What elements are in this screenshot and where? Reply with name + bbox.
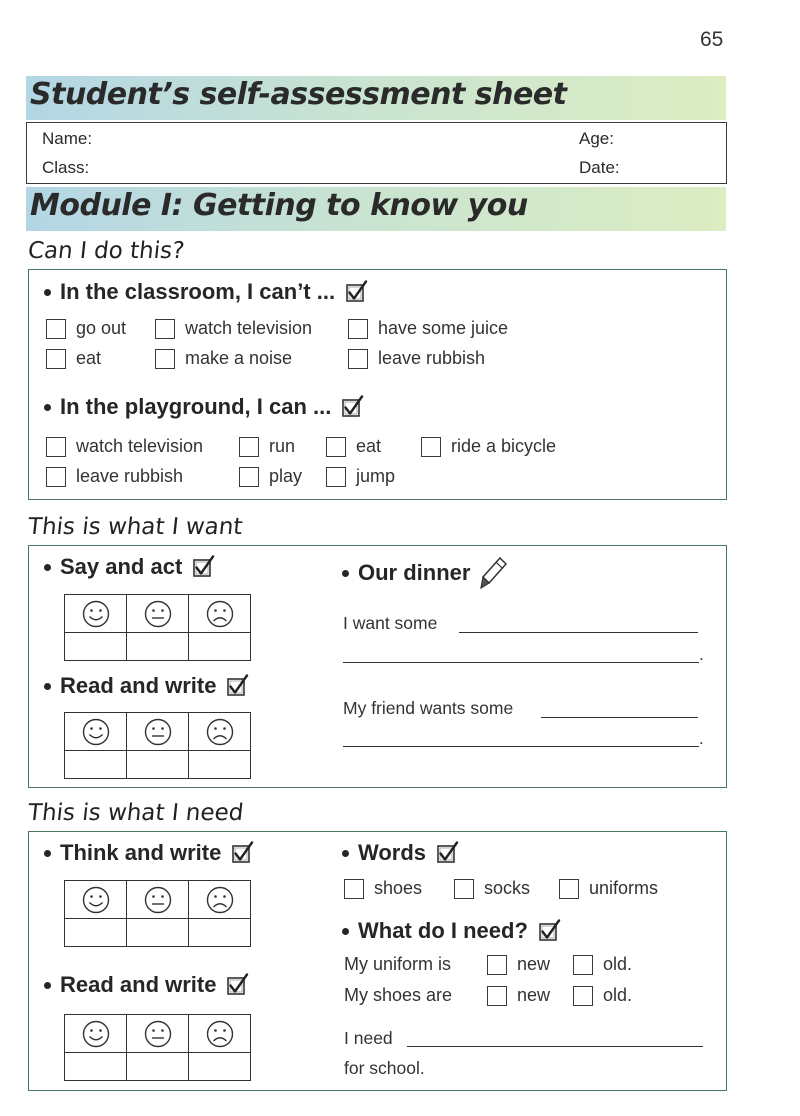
option-leave-rubbish[interactable]: leave rubbish — [348, 348, 485, 369]
option-shoes[interactable]: shoes — [344, 878, 422, 899]
dinner-heading: Our dinner — [342, 556, 508, 590]
checkbox[interactable] — [326, 467, 346, 487]
rating-box[interactable] — [189, 919, 251, 947]
option-leave-rubbish[interactable]: leave rubbish — [46, 466, 183, 487]
checkbox[interactable] — [559, 879, 579, 899]
answer-line[interactable] — [541, 717, 698, 718]
bullet-icon — [44, 564, 51, 571]
module-title-bar — [26, 187, 726, 231]
rating-cell[interactable] — [127, 1015, 189, 1053]
smiley-face-icon — [81, 885, 111, 915]
answer-line[interactable] — [407, 1046, 703, 1047]
checkbox[interactable] — [46, 349, 66, 369]
smiley-face-icon — [81, 599, 111, 629]
option-eat[interactable]: eat — [326, 436, 381, 457]
playground-heading-text: In the playground, I can ... — [60, 394, 332, 419]
checked-box-icon — [345, 280, 369, 304]
neutral-face-icon — [143, 599, 173, 629]
pencil-icon — [480, 556, 508, 590]
class-label[interactable]: Class: — [42, 158, 90, 177]
option-have-some-juice[interactable]: have some juice — [348, 318, 508, 339]
module-title: Module I: Getting to know you — [30, 188, 528, 223]
checked-box-icon — [226, 973, 250, 997]
checkbox-old[interactable] — [573, 986, 593, 1006]
bullet-icon — [44, 850, 51, 857]
checked-box-icon — [226, 674, 250, 698]
rating-box[interactable] — [127, 919, 189, 947]
bullet-icon — [44, 683, 51, 690]
playground-heading — [44, 394, 365, 420]
name-label[interactable]: Name: — [42, 129, 93, 148]
section-can-i-box — [28, 269, 727, 500]
rating-grid-think-write — [64, 880, 251, 947]
rating-grid-say-act — [64, 594, 251, 661]
sheet-title: Student’s self-assessment sheet — [30, 77, 567, 112]
rating-cell[interactable] — [127, 595, 189, 633]
checkbox[interactable] — [239, 437, 259, 457]
checked-box-icon — [341, 395, 365, 419]
answer-line[interactable] — [343, 746, 699, 747]
date-label[interactable]: Date: — [579, 158, 620, 177]
option-play[interactable]: play — [239, 466, 302, 487]
i-need-label: I need — [344, 1028, 393, 1048]
rating-cell[interactable] — [65, 881, 127, 919]
rating-box[interactable] — [65, 751, 127, 779]
classroom-heading — [44, 279, 369, 305]
read-write-heading: Read and write — [44, 972, 250, 998]
answer-line[interactable] — [459, 632, 698, 633]
rating-cell[interactable] — [65, 713, 127, 751]
checkbox[interactable] — [421, 437, 441, 457]
option-ride-a-bicycle[interactable]: ride a bicycle — [421, 436, 556, 457]
section-need-box — [28, 831, 727, 1091]
section-want-box — [28, 545, 727, 788]
read-write-heading: Read and write — [44, 673, 250, 699]
dinner-line2-label: My friend wants some — [343, 698, 514, 718]
rating-grid-read-write-2 — [64, 1014, 251, 1081]
option-watch-television[interactable]: watch television — [155, 318, 312, 339]
rating-cell[interactable] — [189, 1015, 251, 1053]
rating-cell[interactable] — [189, 713, 251, 751]
rating-cell[interactable] — [127, 881, 189, 919]
period: . — [699, 645, 704, 664]
checkbox[interactable] — [344, 879, 364, 899]
checkbox[interactable] — [239, 467, 259, 487]
checked-box-icon — [231, 841, 255, 865]
checkbox[interactable] — [454, 879, 474, 899]
sad-face-icon — [205, 1019, 235, 1049]
rating-box[interactable] — [127, 1053, 189, 1081]
neutral-face-icon — [143, 885, 173, 915]
rating-cell[interactable] — [189, 881, 251, 919]
uniform-row: My uniform is new old. — [344, 954, 633, 974]
checkbox-old[interactable] — [573, 955, 593, 975]
rating-grid-read-write — [64, 712, 251, 779]
rating-box[interactable] — [65, 919, 127, 947]
neutral-face-icon — [143, 717, 173, 747]
section-title-can-i: Can I do this? — [26, 238, 186, 264]
answer-line[interactable] — [343, 662, 699, 663]
rating-box[interactable] — [127, 751, 189, 779]
rating-cell[interactable] — [65, 1015, 127, 1053]
what-need-heading: What do I need? — [342, 918, 562, 944]
student-info-box — [26, 122, 727, 184]
section-title-need: This is what I need — [26, 800, 245, 826]
smiley-face-icon — [81, 1019, 111, 1049]
checked-box-icon — [538, 919, 562, 943]
page-number: 65 — [700, 28, 724, 51]
checkbox[interactable] — [326, 437, 346, 457]
checkbox[interactable] — [155, 319, 175, 339]
option-socks[interactable]: socks — [454, 878, 530, 899]
classroom-heading-text: In the classroom, I can’t ... — [60, 279, 336, 304]
rating-cell[interactable] — [189, 595, 251, 633]
checked-box-icon — [192, 555, 216, 579]
neutral-face-icon — [143, 1019, 173, 1049]
checkbox[interactable] — [348, 349, 368, 369]
rating-box[interactable] — [65, 1053, 127, 1081]
checkbox-new[interactable] — [487, 986, 507, 1006]
dinner-line1-label: I want some — [343, 613, 438, 633]
for-school-label: for school. — [344, 1058, 425, 1078]
option-run[interactable]: run — [239, 436, 295, 457]
sad-face-icon — [205, 885, 235, 915]
checkbox[interactable] — [46, 319, 66, 339]
say-act-heading: Say and act — [44, 554, 216, 580]
age-label[interactable]: Age: — [579, 129, 614, 148]
rating-cell[interactable] — [127, 713, 189, 751]
checkbox[interactable] — [46, 467, 66, 487]
checkbox[interactable] — [155, 349, 175, 369]
checkbox[interactable] — [46, 437, 66, 457]
sheet-title-bar — [26, 76, 726, 120]
smiley-face-icon — [81, 717, 111, 747]
rating-box[interactable] — [189, 633, 251, 661]
bullet-icon — [44, 289, 51, 296]
bullet-icon — [342, 850, 349, 857]
checkbox[interactable] — [348, 319, 368, 339]
option-go-out[interactable]: go out — [46, 318, 126, 339]
think-write-heading: Think and write — [44, 840, 255, 866]
bullet-icon — [44, 404, 51, 411]
words-heading: Words — [342, 840, 460, 866]
section-title-want: This is what I want — [26, 514, 244, 540]
rating-box[interactable] — [189, 1053, 251, 1081]
sad-face-icon — [205, 717, 235, 747]
bullet-icon — [342, 928, 349, 935]
period: . — [699, 729, 704, 748]
checkbox-new[interactable] — [487, 955, 507, 975]
checked-box-icon — [436, 841, 460, 865]
shoes-row: My shoes are new old. — [344, 985, 633, 1005]
option-uniforms[interactable]: uniforms — [559, 878, 658, 899]
option-make-a-noise[interactable]: make a noise — [155, 348, 292, 369]
bullet-icon — [44, 982, 51, 989]
option-eat[interactable]: eat — [46, 348, 101, 369]
rating-box[interactable] — [189, 751, 251, 779]
rating-box[interactable] — [127, 633, 189, 661]
sad-face-icon — [205, 599, 235, 629]
rating-cell[interactable] — [65, 595, 127, 633]
rating-box[interactable] — [65, 633, 127, 661]
option-jump[interactable]: jump — [326, 466, 395, 487]
option-watch-television[interactable]: watch television — [46, 436, 203, 457]
bullet-icon — [342, 570, 349, 577]
